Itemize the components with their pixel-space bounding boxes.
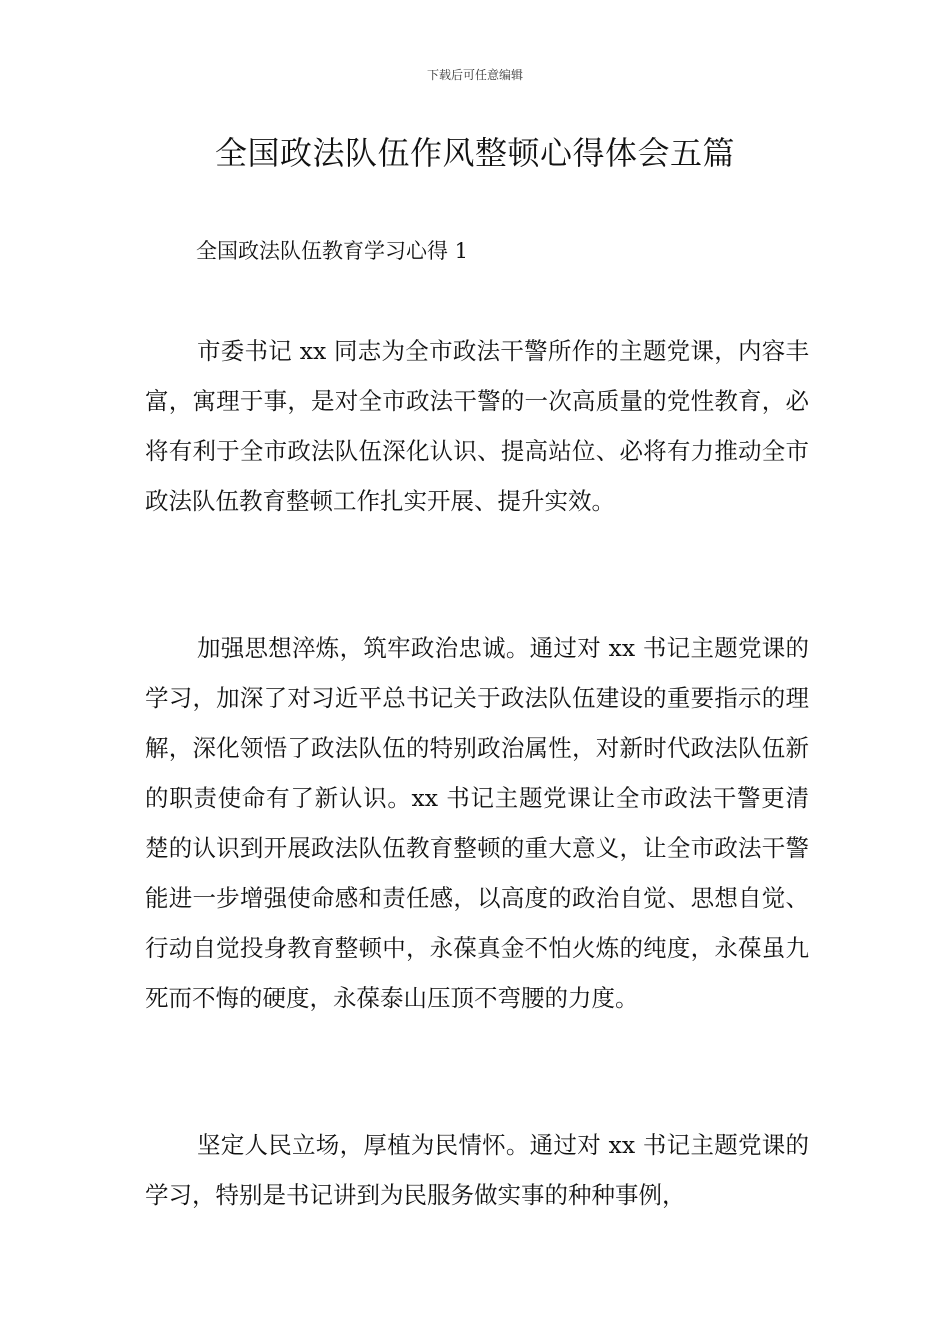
body-paragraph: 市委书记 xx 同志为全市政法干警所作的主题党课，内容丰富，寓理于事，是对全市政法干警的一次高质量的党性教育，必将有利于全市政法队伍深化认识、提高站位、必将有力推动全市政法队伍教育整顿工作扎实开展、提升实效。 xyxy=(145,337,809,515)
document-subtitle: 全国政法队伍教育学习心得 1 xyxy=(196,239,469,263)
header-note: 下载后可任意编辑 xyxy=(426,68,523,82)
body-paragraph: 坚定人民立场，厚植为民情怀。通过对 xx 书记主题党课的学习，特别是书记讲到为民服务做实事的种种事例， xyxy=(145,1131,809,1209)
body-paragraph: 加强思想淬炼，筑牢政治忠诚。通过对 xx 书记主题党课的学习，加深了对习近平总书记关于政法队伍建设的重要指示的理解，深化领悟了政法队伍的特别政治属性，对新时代政法队伍新的职责使命有了新认识。xx 书记主题党课让全市政法干警更清楚的认识到开展政法队伍教育整顿的重大意义，让全市政法干警能进一步增强使命感和责任感，以高度的政治自觉、思想自觉、行动自觉投身教育整顿中，永葆真金不怕火炼的纯度，永葆虽九死而不悔的硬度，永葆泰山压顶不弯腰的力度。 xyxy=(145,634,809,1012)
document-title: 全国政法队伍作风整顿心得体会五篇 xyxy=(214,134,735,172)
